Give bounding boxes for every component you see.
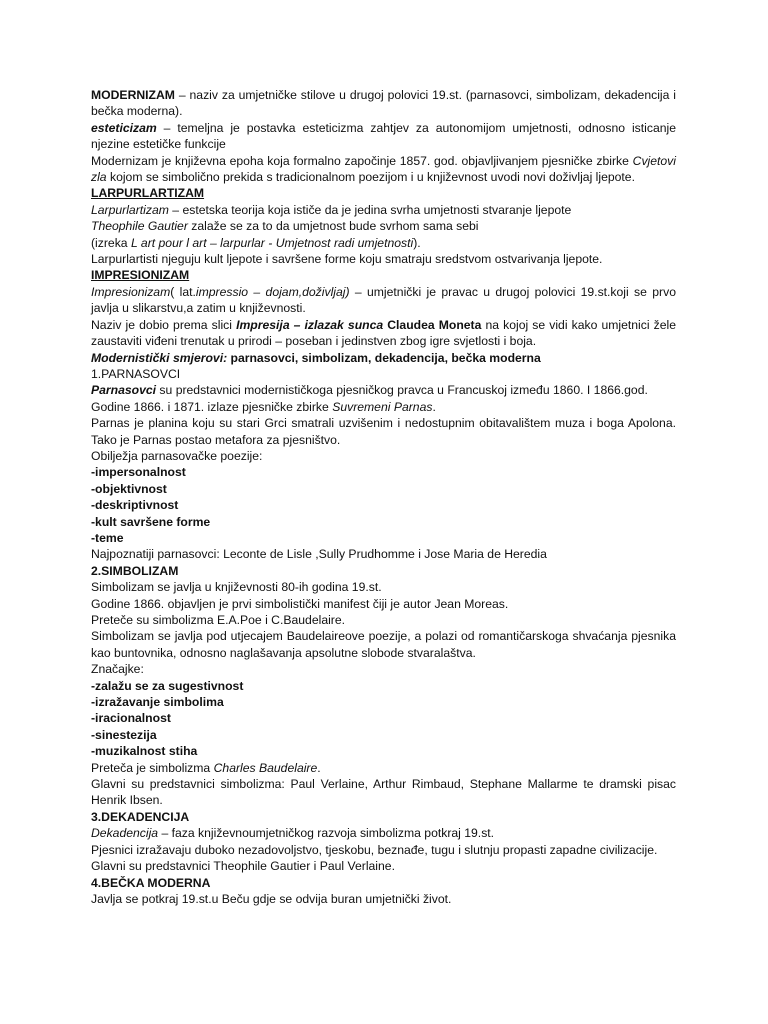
text: . [432, 399, 436, 414]
term: Modernistički smjerovi: [91, 350, 228, 365]
heading-simbolizam: 2.SIMBOLIZAM [91, 563, 179, 578]
paragraph-preteca [91, 760, 676, 776]
heading-impresionizam: IMPRESIONIZAM [91, 268, 190, 283]
text: na kojoj se vidi kako umjetnici žele zaustaviti viđeni trenutak u prirodi – poseban i jedinstven zbog igre svjetlosti i boja. [91, 317, 676, 349]
paragraph-predstavnici: Glavni su predstavnici simbolizma: Paul Verlaine, Arthur Rimbaud, Stephane Mallarme te dramski pisac Henrik Ibsen. [91, 777, 676, 808]
text: – umjetnički je pravac u drugoj polovici 19.st.koji se prvo javlja u slikarstvu,a zatim u književnosti. [91, 284, 676, 316]
heading-parnasovci: 1.PARNASOVCI [91, 366, 181, 381]
paragraph-modernizam [91, 87, 676, 120]
paragraph-pjesnici: Pjesnici izražavaju duboko nezadovoljstvo, tjeskobu, beznađe, tugu i slutnju propasti zapadne civilizacije. [91, 842, 658, 857]
paragraph-naziv [91, 317, 676, 350]
paragraph-modernizam-epoha [91, 153, 676, 186]
paragraph-znacajke: Značajke: [91, 662, 144, 677]
list-item: -sinestezija [91, 727, 157, 742]
paragraph-utjecaj: Simbolizam se javlja pod utjecajem Baudelaireove poezije, a polazi od romantičarskoga shvaćanja pjesnika kao buntovnika, odnosno naglašavanja apsolutne slobode stvaralaštva. [91, 629, 676, 660]
text: (izreka [91, 235, 131, 250]
text: Modernizam je književna epoha koja formalno započinje 1857. god. objavljivanjem pjesničke zbirke [91, 153, 633, 168]
paragraph-impresionizam [91, 284, 676, 317]
list-item: -iracionalnost [91, 711, 171, 726]
heading-dekadencija: 3.DEKADENCIJA [91, 809, 190, 824]
list-item: -izražavanje simbolima [91, 695, 224, 710]
paragraph-gautier [91, 218, 676, 234]
paragraph-glavni: Glavni su predstavnici Theophile Gautier i Paul Verlaine. [91, 859, 395, 874]
paragraph-smjerovi [91, 350, 676, 366]
list-item: -teme [91, 530, 124, 545]
list-item: -deskriptivnost [91, 498, 179, 513]
paragraph-dekadencija [91, 825, 676, 841]
paragraph-becka-moderna: Javlja se potkraj 19.st.u Beču gdje se odvija buran umjetnički život. [91, 891, 452, 906]
heading-larpurlartizam: LARPURLARTIZAM [91, 186, 205, 201]
text: – naziv za umjetničke stilove u drugoj polovici 19.st. (parnasovci, simbolizam, dekadencija i bečka moderna). [91, 88, 676, 119]
text: kojom se simbolično prekida s tradicionalnom poezijom i u književnost uvodi novi doživljaj ljepote. [106, 170, 635, 185]
text: – faza književnoumjetničkog razvoja simbolizma potkraj 19.st. [158, 826, 495, 841]
painting-title: Impresija – izlazak sunca [236, 317, 384, 332]
paragraph-izreka [91, 235, 676, 251]
text: – temeljna je postavka esteticizma zahtjev za autonomijom umjetnosti, odnosno isticanje njezine estetičke funkcije [91, 120, 676, 152]
term-modernizam: MODERNIZAM [91, 88, 175, 102]
paragraph-zbirke [91, 399, 676, 415]
text: Godine 1866. i 1871. izlaze pjesničke zbirke [91, 399, 333, 414]
paragraph-manifest: Godine 1866. objavljen je prvi simbolistički manifest čiji je autor Jean Moreas. [91, 596, 509, 611]
term: Larpurlartizam [91, 202, 169, 217]
paragraph-prethodnici: Preteče su simbolizma E.A.Poe i C.Baudelaire. [91, 613, 346, 627]
list-item: -zalažu se za sugestivnost [91, 678, 244, 693]
text: su predstavnici modernističkoga pjesničkog pravca u Francuskoj između 1860. I 1866.god. [156, 383, 648, 398]
paragraph-esteticizam [91, 120, 676, 153]
list-item: -objektivnost [91, 481, 167, 496]
list-item: -kult savršene forme [91, 514, 211, 529]
text: parnasovci, simbolizam, dekadencija, bečka moderna [227, 350, 541, 365]
text: – estetska teorija koja ističe da je jedina svrha umjetnosti stvaranje ljepote [168, 202, 572, 217]
term: Dekadencija [91, 826, 159, 841]
paragraph-obiljezja: Obilježja parnasovačke poezije: [91, 448, 263, 463]
text: . [317, 760, 321, 775]
term-esteticizam: esteticizam [91, 120, 157, 135]
text: impressio – dojam,doživljaj) [195, 284, 350, 299]
quote: L art pour l art – larpurlar - Umjetnost radi umjetnosti [130, 235, 414, 250]
work-title: Cvjetovi zla [91, 153, 676, 185]
paragraph-simbolizam: Simbolizam se javlja u književnosti 80-ih godina 19.st. [91, 580, 382, 595]
list-item: -impersonalnost [91, 465, 186, 480]
text: Preteča je simbolizma [91, 760, 214, 775]
document-page [91, 87, 676, 907]
text: ( lat. [170, 284, 196, 299]
term: Impresionizam [91, 284, 171, 299]
paragraph-larpurlartizam [91, 202, 676, 218]
author-name: Theophile Gautier [91, 219, 188, 234]
text: zalaže se za to da umjetnost bude svrhom sama sebi [187, 219, 479, 234]
text: ). [413, 235, 421, 250]
paragraph-najpoznatiji: Najpoznatiji parnasovci: Leconte de Lisle ,Sully Prudhomme i Jose Maria de Heredia [91, 547, 547, 562]
heading-becka-moderna: 4.BEČKA MODERNA [91, 875, 211, 890]
paragraph-parnasovci [91, 382, 676, 398]
paragraph-larpurlartisti: Larpurlartisti njeguju kult ljepote i savršene forme koju smatraju sredstvom ostvarivanja ljepote. [91, 252, 603, 267]
author-name: Charles Baudelaire [213, 760, 318, 775]
term: Parnasovci [91, 383, 157, 398]
painter-name: Claudea Moneta [383, 317, 482, 332]
work-title: Suvremeni Parnas [332, 399, 433, 414]
paragraph-parnas: Parnas je planina koju su stari Grci smatrali uzvišenim i nedostupnim obitavalištem muza i boga Apolona. Tako je Parnas postao metafora za pjesništvo. [91, 416, 676, 447]
text: Naziv je dobio prema slici [91, 317, 237, 332]
list-item: -muzikalnost stiha [91, 744, 198, 759]
